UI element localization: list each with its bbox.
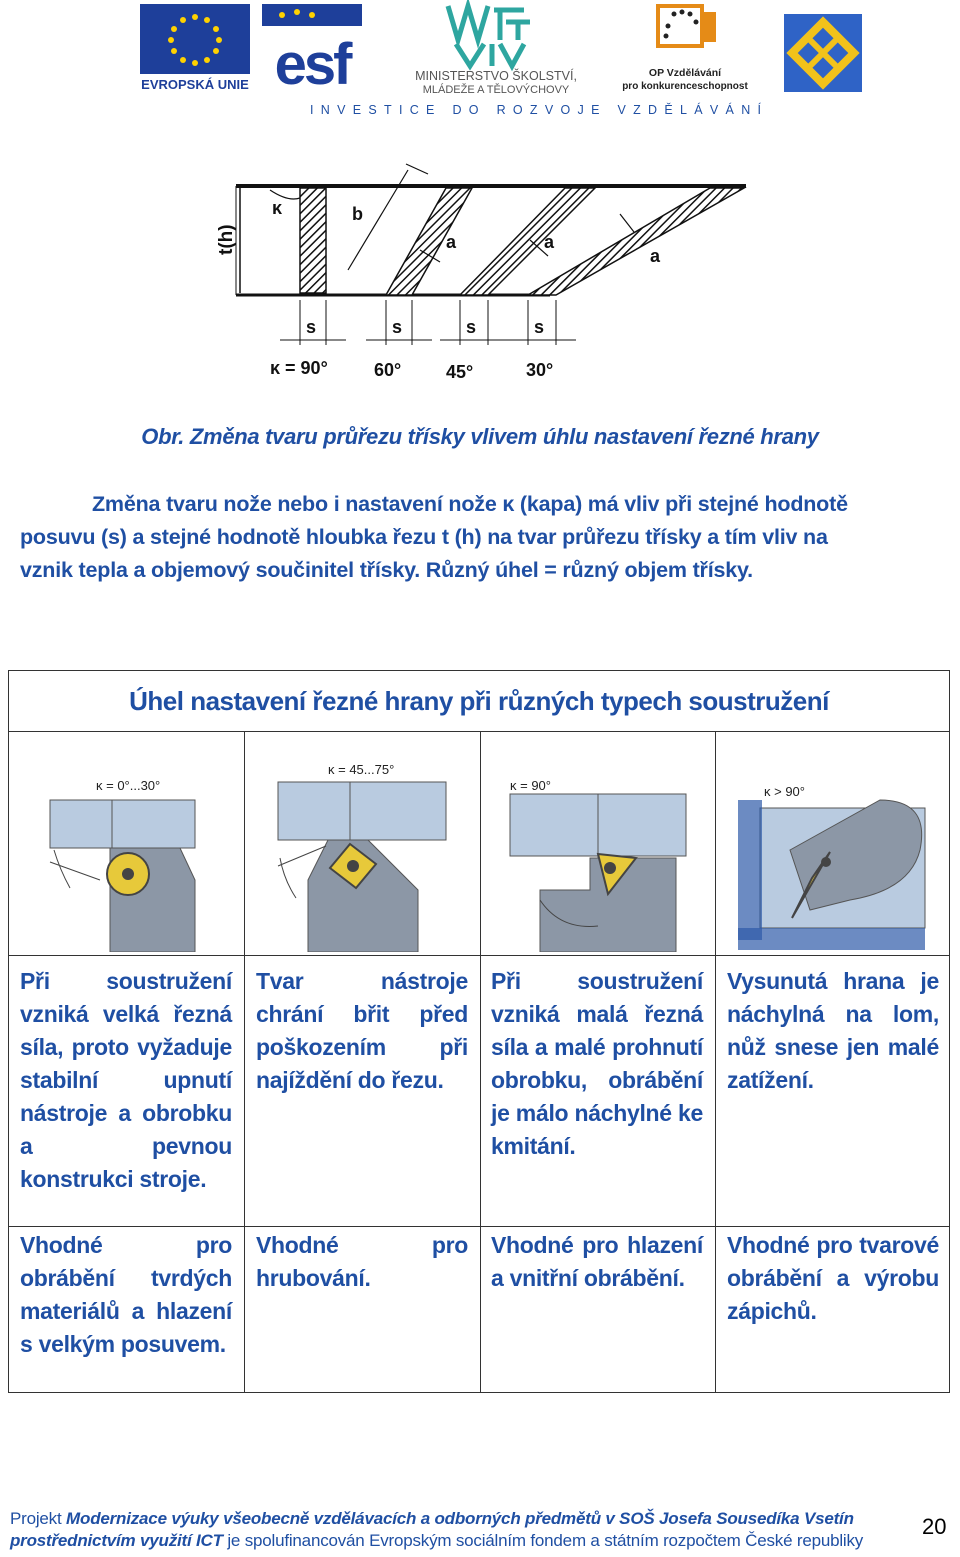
tool-image-kappa-over-90	[730, 740, 930, 952]
label-t-h: t(h)	[216, 224, 237, 255]
angle-label-col1: κ = 0°...30°	[96, 778, 161, 793]
label-angle-90: κ = 90°	[270, 358, 328, 378]
op-logo	[622, 2, 748, 94]
angle-label-col4: κ > 90°	[764, 784, 805, 799]
msmt-line2: MLÁDEŽE A TĚLOVÝCHOVY	[422, 84, 570, 96]
intro-line-1: Změna tvaru nože nebo i nastavení nože κ (kapa) má vliv při stejné hodnotě	[92, 492, 848, 516]
table-title: Úhel nastavení řezné hrany při různých typech soustružení	[8, 670, 950, 732]
label-a-1: a	[446, 232, 457, 252]
table-divider	[480, 732, 481, 1393]
label-s-2: s	[392, 317, 403, 337]
label-b: b	[352, 204, 363, 224]
label-kappa: κ	[272, 198, 283, 218]
table-divider	[8, 1226, 950, 1227]
table-divider	[244, 732, 245, 1393]
eu-label: EVROPSKÁ UNIE	[141, 77, 249, 92]
school-logo	[784, 14, 862, 92]
intro-paragraph	[20, 488, 948, 587]
chip-cross-section-diagram	[210, 150, 770, 390]
op-line2: pro konkurenceschopnost	[622, 81, 748, 92]
figure-caption: Obr. Změna tvaru průřezu třísky vlivem úhlu nastavení řezné hrany	[141, 424, 819, 449]
table-divider	[8, 955, 950, 956]
label-a-2: a	[544, 232, 555, 252]
footer-prefix: Projekt	[10, 1509, 67, 1528]
label-angle-60: 60°	[374, 360, 402, 380]
label-s-3: s	[466, 317, 477, 337]
intro-line-2: posuvu (s) a stejné hodnotě hloubka řezu t (h) na tvar průřezu třísky a tím vliv na	[20, 525, 828, 549]
label-a-3: a	[650, 246, 661, 266]
description-col3: Při soustružení vzniká malá řezná síla a malé prohnutí obrobku, obrábění je málo náchylné ke kmitání.	[491, 968, 703, 1159]
tool-image-kappa-90	[500, 740, 690, 952]
op-line1: OP Vzdělávání	[648, 67, 722, 79]
footer-line-1	[10, 1509, 854, 1529]
tool-image-kappa-0-30	[40, 740, 200, 952]
label-angle-30: 30°	[526, 360, 554, 380]
footer-project-name: Modernizace výuky všeobecně vzdělávacích a odborných předmětů v SOŠ Josefa Sousedíka Vsetín	[66, 1509, 854, 1528]
angle-label-col3: κ = 90°	[510, 778, 551, 793]
footer-line-2	[10, 1531, 863, 1551]
banner-slogan: INVESTICE DO ROZVOJE VZDĚLÁVÁNÍ	[310, 103, 769, 117]
description-col1: Při soustružení vzniká velká řezná síla, proto vyžaduje stabilní upnutí nástroje a obrobku a pevnou konstrukci stroje.	[20, 968, 232, 1192]
tool-image-kappa-45-75	[268, 740, 448, 952]
suitable-col4: Vhodné pro tvarové obrábění a výrobu zápichů.	[727, 1232, 939, 1324]
label-angle-45: 45°	[446, 362, 474, 382]
table-divider	[715, 732, 716, 1393]
esf-label: esf	[274, 32, 350, 92]
description-col2: Tvar nástroje chrání břit před poškozením při najíždění do řezu.	[256, 968, 468, 1093]
suitable-col3: Vhodné pro hlazení a vnitřní obrábění.	[491, 1232, 703, 1291]
intro-line-3: vznik tepla a objemový součinitel třísky. Různý úhel = různý objem třísky.	[20, 558, 753, 582]
msmt-logo	[396, 0, 596, 100]
msmt-line1: MINISTERSTVO ŠKOLSTVÍ,	[415, 69, 577, 83]
page-number: 20	[922, 1514, 947, 1539]
esf-logo	[262, 4, 362, 92]
footer-funding: je spolufinancován Evropským sociálním fondem a státním rozpočtem České republiky	[222, 1531, 864, 1550]
suitable-col2: Vhodné pro hrubování.	[256, 1232, 468, 1291]
angle-label-col2: κ = 45...75°	[328, 762, 395, 777]
description-col4: Vysunutá hrana je náchylná na lom, nůž snese jen malé zatížení.	[727, 968, 939, 1093]
label-s-1: s	[306, 317, 317, 337]
label-s-4: s	[534, 317, 545, 337]
eu-flag-logo	[140, 4, 250, 92]
footer-ict: prostřednictvím využití ICT	[10, 1531, 223, 1550]
suitable-col1: Vhodné pro obrábění tvrdých materiálů a hlazení s velkým posuvem.	[20, 1232, 232, 1357]
